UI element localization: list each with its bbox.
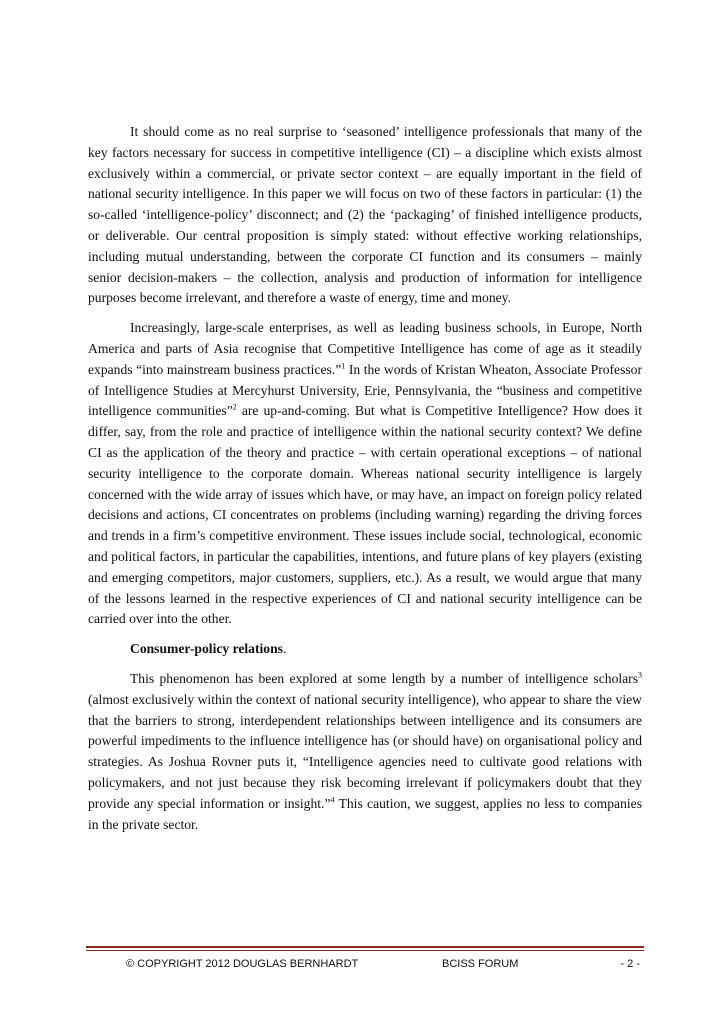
paragraph-3-text-b: (almost exclusively within the context of national security intelligence), who appear to share the view that the barriers to strong, interdependent relationships between intelligence and its consumers are powerful impediments to the influence intelligence has (or should have) on organisational policy and strategies. As Joshua Rovner puts it, “Intelligence agencies need to cultivate good relations with policymakers, and not just because they risk becoming irrelevant if policymakers doubt that they provide any special information or insight.” [88, 691, 642, 811]
footer-copyright: © COPYRIGHT 2012 DOUGLAS BERNHARDT [126, 958, 359, 970]
footnote-ref-3[interactable]: 3 [638, 670, 642, 680]
footnote-ref-1[interactable]: 1 [341, 361, 346, 371]
paragraph-2-text-c: are up-and-coming. But what is Competitive Intelligence? How does it differ, say, from the role and practice of intelligence within the national security context? We define CI as the application of the theory and practice – with certain operational exceptions – of national security intelligence to the corporate domain. Whereas national security intelligence is largely concerned with the wide array of issues which have, or may have, an impact on foreign policy related decisions and actions, CI concentrates on problems (including warning) regarding the driving forces and trends in a firm’s competitive environment. These issues include social, technological, economic and political factors, in particular the capabilities, intentions, and future plans of key players (existing and emerging competitors, major customers, suppliers, etc.). As a result, we would argue that many of the lessons learned in the respective experiences of CI and national security intelligence can be carried over into the other. [88, 403, 642, 627]
paragraph-1 [88, 122, 642, 309]
section-heading [88, 639, 642, 660]
footer-page-number: - 2 - [620, 958, 640, 970]
paragraph-2-text-a: Increasingly, large-scale enterprises, as well as leading business schools, in Europe, North America and parts of Asia recognise that Competitive Intelligence has come of age as it steadily expands “into mainstream business practices.” [88, 320, 642, 377]
section-heading-text: Consumer-policy relations [130, 641, 283, 657]
paragraph-1-text: It should come as no real surprise to ‘seasoned’ intelligence professionals that many of the key factors necessary for success in competitive intelligence (CI) – a discipline which exists almost exclusively within a commercial, or private sector context – are equally important in the field of national security intelligence. In this paper we will focus on two of these factors in particular: (1) the so-called ‘intelligence-policy’ disconnect; and (2) the ‘packaging’ of finished intelligence products, or deliverable. Our central proposition is simply stated: without effective working relationships, including mutual understanding, between the corporate CI function and its consumers – mainly senior decision-makers – the collection, analysis and production of information for intelligence purposes become irrelevant, and therefore a waste of energy, time and money. [88, 124, 642, 306]
footer-rule-thin [86, 950, 644, 951]
footnote-ref-2[interactable]: 2 [232, 402, 237, 412]
section-heading-suffix: . [282, 641, 287, 657]
footnote-ref-4[interactable]: 4 [330, 795, 335, 805]
footer-rule-thick [86, 946, 644, 948]
paragraph-3-text-a: This phenomenon has been explored at some length by a number of intelligence scholars [130, 670, 638, 686]
paragraph-3 [88, 669, 642, 835]
paragraph-2-text-b: In the words of Kristan Wheaton, Associate Professor of Intelligence Studies at Mercyhurst University, Erie, Pennsylvania, the “business and competitive intelligence communities” [88, 361, 642, 419]
paragraph-3-text-c: This caution, we suggest, applies no less to companies in the private sector. [88, 795, 642, 832]
page-footer [86, 955, 644, 975]
paragraph-2 [88, 318, 642, 630]
footer-forum: BCISS FORUM [442, 958, 519, 970]
body-text [88, 122, 642, 844]
